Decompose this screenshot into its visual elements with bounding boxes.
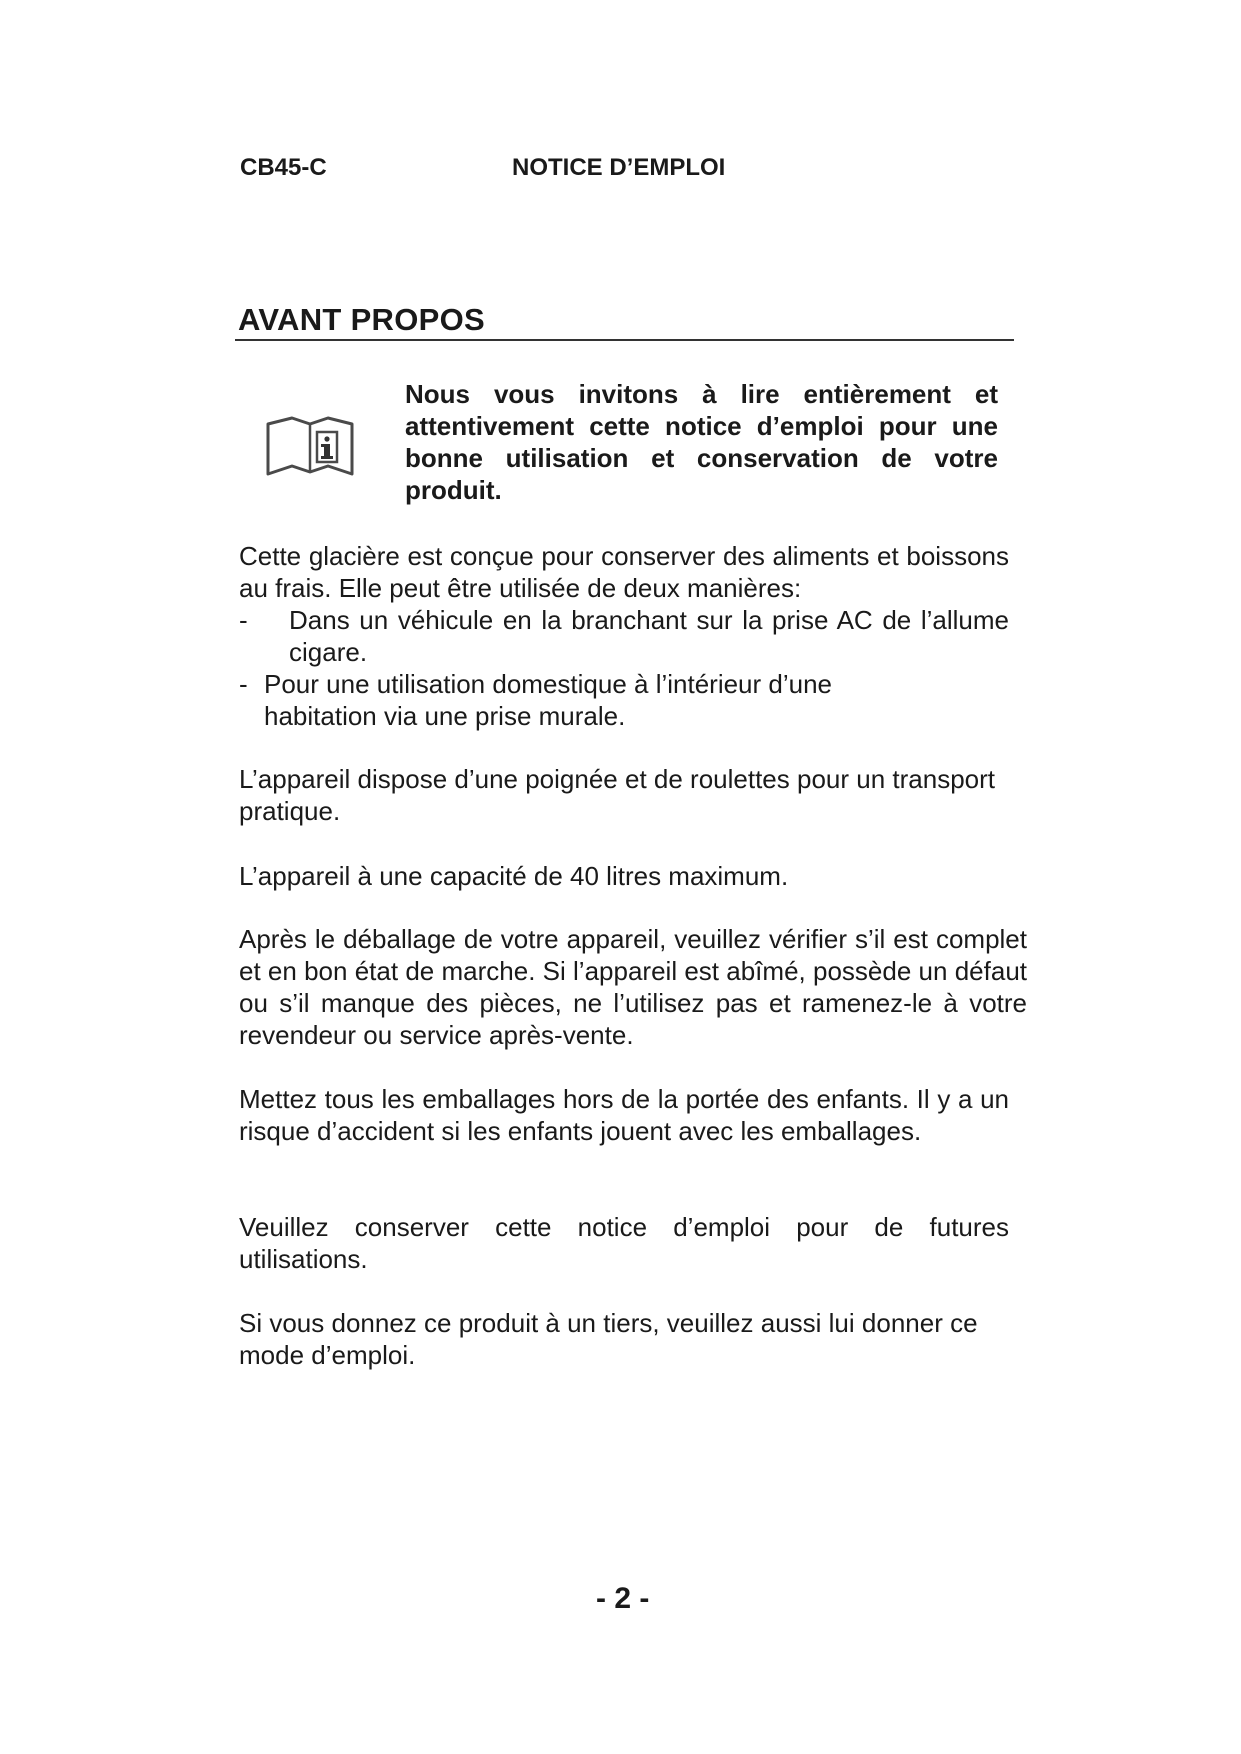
info-manual-icon [262, 410, 358, 482]
paragraph-capacity: L’appareil à une capacité de 40 litres maximum. [239, 861, 789, 891]
paragraph-packaging-warning: Mettez tous les emballages hors de la portée des enfants. Il y a un risque d’accident si les enfants jouent avec les emballages. [239, 1084, 1009, 1146]
paragraph-keep-notice: Veuillez conserver cette notice d’emploi pour de futures utilisations. [239, 1212, 1009, 1274]
bullet-dash: - [239, 669, 248, 699]
paragraph-third-party: Si vous donnez ce produit à un tiers, veuillez aussi lui donner ce mode d’emploi. [239, 1308, 978, 1370]
bullet-domestic-text: Pour une utilisation domestique à l’intérieur d’une habitation via une prise murale. [264, 669, 833, 731]
bullet-vehicle: Dans un véhicule en la branchant sur la prise AC de l’allume cigare. [289, 605, 1009, 667]
paragraph-purpose: Cette glacière est conçue pour conserver des aliments et boissons au frais. Elle peut être utilisée de deux manières: [239, 541, 1009, 603]
bullet-domestic [264, 668, 924, 732]
paragraph-unpacking: Après le déballage de votre appareil, veuillez vérifier s’il est complet et en bon état de marche. Si l’appareil est abîmé, possède un défaut ou s’il manque des pièces, ne l’utilisez pas et ramenez-le à votre revendeur ou service après-vente. [239, 924, 1027, 1050]
document-header-title: NOTICE D’EMPLOI [512, 154, 726, 181]
document-model: CB45-C [240, 154, 327, 181]
bullet-dash: - [239, 605, 248, 635]
page-number: - 2 - [596, 1582, 650, 1615]
section-title: AVANT PROPOS [238, 302, 486, 337]
paragraph-transport: L’appareil dispose d’une poignée et de roulettes pour un transport pratique. [239, 764, 995, 826]
intro-notice: Nous vous invitons à lire entièrement et attentivement cette notice d’emploi pour une bonne utilisation et conservation de votre produit. [405, 379, 998, 505]
section-divider [235, 339, 1014, 341]
